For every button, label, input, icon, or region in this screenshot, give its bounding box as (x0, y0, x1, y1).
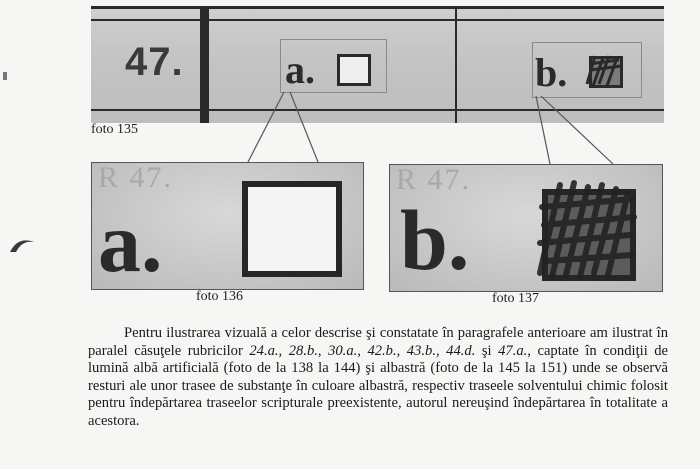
paragraph-text-end: , captate în condiţii de lumină albă artificială (foto de la 138 la 144) şi albastră (foto de la 145 la 151) unde se observă resturi ale unor trasee de substanţe în culoare albastră, respectiv traseele solventului chimic folosit pentru îndepărtarea traseelor scripturale preexistente, autorul nereuşind îndepărtarea în totalitate a acestora. (88, 342, 669, 429)
ref-42b: 42.b. (367, 342, 397, 359)
ref-43b: 43.b. (406, 342, 436, 359)
separator: , (278, 342, 289, 359)
cell-a-letter: a. (285, 47, 315, 92)
photo-137 (389, 164, 663, 292)
scan-artifact-mark (8, 236, 36, 254)
enlarged-letter-b: b. (400, 192, 470, 288)
photo-135 (91, 6, 664, 123)
photo-136 (91, 162, 364, 290)
faint-row-mark: R 47. (98, 162, 174, 194)
cell-a-checkbox (337, 54, 371, 86)
body-paragraph (88, 325, 668, 431)
form-rule-upper (91, 19, 664, 21)
form-rule-thick-vertical (200, 6, 209, 123)
caption-foto-136: foto 136 (196, 289, 244, 304)
paragraph-text-start: Pentru ilustrarea vizuală a celor descrise şi constatate în paragrafele anterioare am ilustrat în paralel căsuţele rubricilor (88, 325, 668, 359)
cell-b-scribble (583, 50, 627, 90)
faint-row-mark: R 47. (396, 164, 472, 196)
ref-28b: 28.b. (288, 342, 318, 359)
ref-24a: 24.a. (249, 342, 279, 359)
form-rule-top (91, 6, 664, 9)
enlarged-checkbox-a (242, 181, 342, 277)
separator: , (317, 342, 329, 359)
enlarged-scribble-b (532, 177, 644, 281)
ref-47a: 47.a. (498, 342, 528, 359)
ref-44d: 44.d. (446, 342, 476, 359)
separator: , (435, 342, 447, 359)
row-number: 47. (125, 40, 184, 84)
cell-b-letter: b. (535, 50, 568, 95)
ref-30a: 30.a. (328, 342, 358, 359)
separator: , (357, 342, 368, 359)
form-rule-vertical (455, 6, 457, 123)
form-rule-lower (91, 109, 664, 111)
conjunction: şi (475, 342, 499, 359)
caption-foto-137: foto 137 (492, 291, 540, 306)
scan-artifact-tick (3, 72, 7, 80)
separator: , (396, 342, 407, 359)
enlarged-letter-a: a. (98, 194, 163, 290)
caption-foto-135: foto 135 (91, 122, 139, 137)
